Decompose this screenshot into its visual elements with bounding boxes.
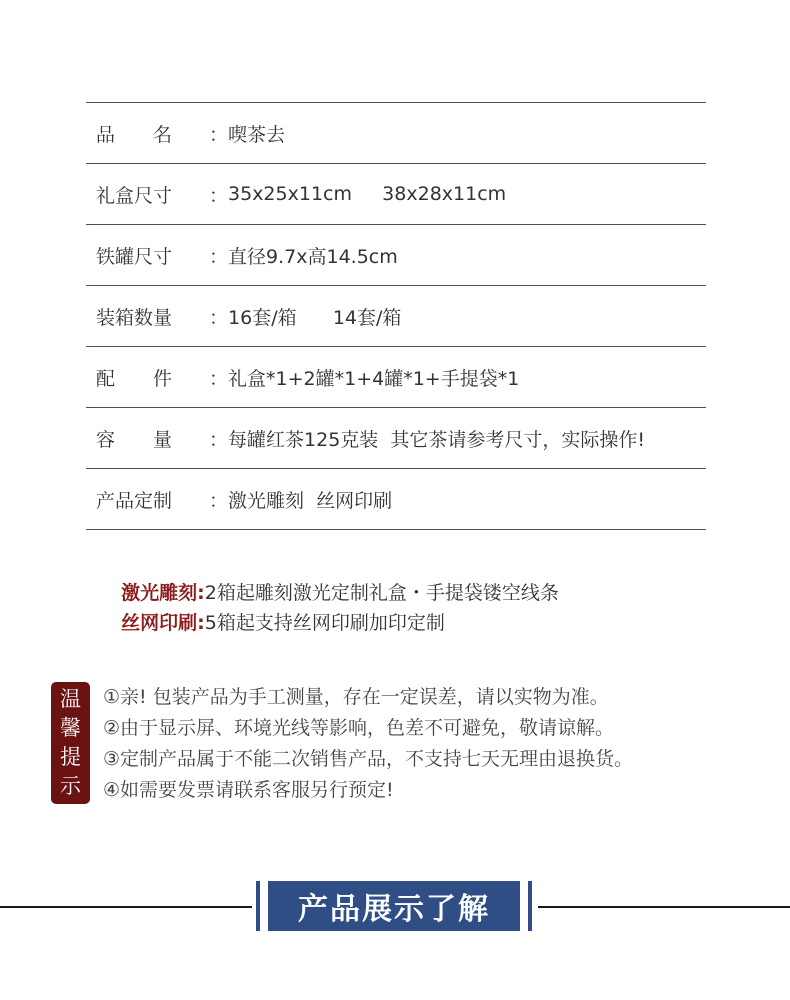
spec-label [96, 242, 209, 269]
spec-row-customization [86, 469, 706, 530]
section-title-accent-right [528, 881, 532, 931]
spec-value: 16套/箱 14套/箱 [228, 306, 402, 329]
spec-colon: ： [209, 367, 229, 390]
spec-colon: ： [209, 245, 229, 268]
spec-label [96, 425, 209, 452]
tip-item: ④如需要发票请联系客服另行预定! [103, 779, 394, 801]
spec-label-text: 装箱数量 [96, 306, 173, 329]
section-title-accent-left [256, 881, 260, 931]
spec-table [86, 102, 706, 530]
spec-row-accessories [86, 347, 706, 408]
section-title: 产品展示了解 [268, 881, 520, 931]
spec-colon: ： [209, 123, 229, 146]
spec-label-text: 品 名 [96, 123, 173, 146]
spec-row-packing-qty [86, 286, 706, 347]
custom-text: 5箱起支持丝网印刷加印定制 [204, 612, 445, 634]
spec-colon: ： [209, 489, 229, 512]
spec-label [96, 486, 209, 513]
spec-value: 35x25x11cm 38x28x11cm [228, 183, 507, 205]
section-divider-right [538, 906, 790, 908]
tips-badge-char: 示 [60, 774, 81, 798]
tip-item: ①亲! 包装产品为手工测量，存在一定误差，请以实物为准。 [103, 686, 609, 708]
spec-value: 每罐红茶125克装 其它茶请参考尺寸，实际操作! [228, 428, 645, 451]
spec-label [96, 181, 209, 208]
spec-colon: ： [209, 428, 229, 451]
spec-colon: ： [209, 184, 229, 207]
spec-label-text: 礼盒尺寸 [96, 184, 173, 207]
tips-list [103, 682, 633, 806]
spec-row-name [86, 103, 706, 164]
spec-label-text: 容 量 [96, 428, 173, 451]
custom-text: 2箱起雕刻激光定制礼盒・手提袋镂空线条 [204, 582, 559, 604]
spec-value: 礼盒*1+2罐*1+4罐*1+手提袋*1 [228, 367, 520, 390]
tip-item: ③定制产品属于不能二次销售产品，不支持七天无理由退换货。 [103, 748, 634, 770]
spec-value: 喫茶去 [228, 123, 286, 146]
spec-label [96, 364, 209, 391]
spec-label-text: 配 件 [96, 367, 173, 390]
tips-badge-char: 提 [60, 745, 81, 769]
spec-label-text: 铁罐尺寸 [96, 245, 173, 268]
spec-label [96, 303, 209, 330]
custom-key: 丝网印刷: [121, 612, 205, 634]
spec-row-gift-box-size [86, 164, 706, 225]
section-divider-left [0, 906, 252, 908]
customization-notes [97, 548, 559, 634]
tips-badge [51, 682, 90, 804]
spec-colon: ： [209, 306, 229, 329]
spec-label-text: 产品定制 [96, 489, 173, 512]
tips-badge-char: 温 [60, 687, 81, 711]
custom-key: 激光雕刻: [121, 582, 205, 604]
spec-row-can-size [86, 225, 706, 286]
custom-note-laser [97, 548, 559, 604]
spec-value: 激光雕刻 丝网印刷 [228, 489, 393, 512]
spec-row-capacity [86, 408, 706, 469]
spec-value: 直径9.7x高14.5cm [228, 245, 398, 268]
tip-item: ②由于显示屏、环境光线等影响，色差不可避免，敬请谅解。 [103, 717, 615, 739]
spec-label [96, 120, 209, 147]
tips-badge-char: 馨 [60, 716, 81, 740]
